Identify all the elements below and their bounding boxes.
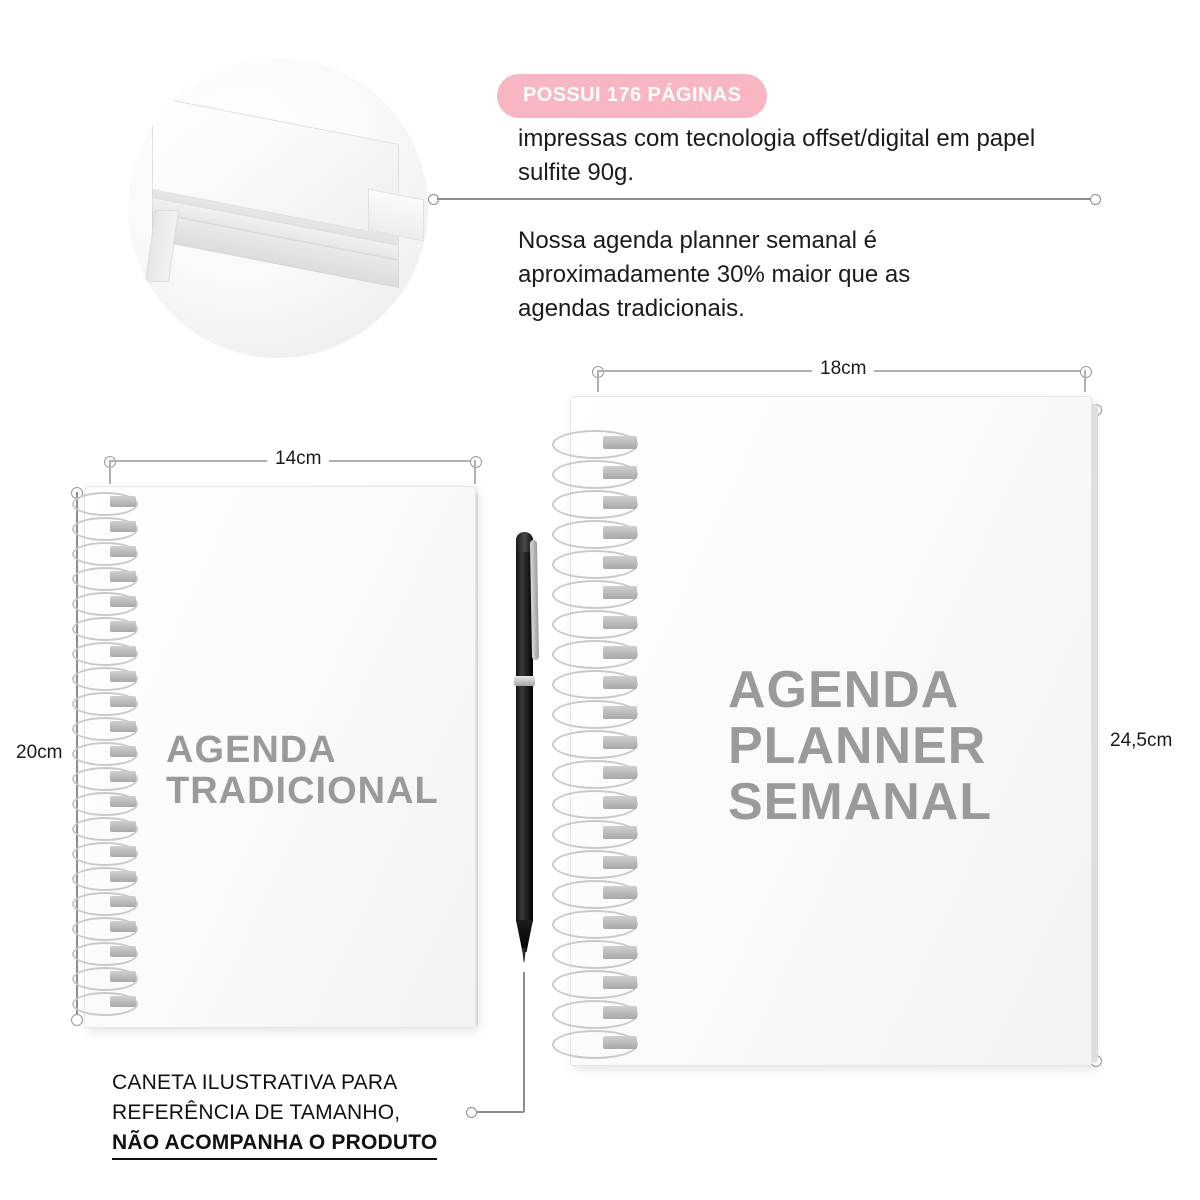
pen-tip (522, 948, 526, 962)
spiral-binding-clip (603, 916, 637, 929)
spiral-binding-clip (603, 796, 637, 809)
traditional-width-tick-right (474, 460, 476, 484)
traditional-height-label: 20cm (16, 742, 63, 763)
planner-height-label: 24,5cm (1110, 730, 1173, 751)
traditional-title-line-1: AGENDA (166, 729, 337, 771)
paper-side (145, 210, 179, 282)
planner-width-tick-left (597, 370, 599, 392)
callout-end-dot (1090, 194, 1101, 205)
spiral-binding-clip (603, 706, 637, 719)
pen-clip (530, 540, 539, 660)
spiral-binding-clip (603, 976, 637, 989)
spiral-binding-clip (110, 646, 136, 656)
planner-width-right-endpoint (1080, 366, 1092, 378)
spiral-binding-clip (603, 586, 637, 599)
spiral-binding-clip (603, 676, 637, 689)
pen-tip-cone (516, 920, 533, 952)
spiral-binding-clip (603, 886, 637, 899)
paper-stack-photo (128, 58, 428, 358)
spiral-binding-clip (603, 556, 637, 569)
spiral-binding-clip (110, 496, 136, 506)
status-badge: POSSUI 176 PÁGINAS (497, 74, 767, 118)
spiral-binding-clip (603, 826, 637, 839)
planner-notebook-title (728, 662, 992, 830)
spiral-binding-clip (603, 466, 637, 479)
spiral-binding-clip (110, 946, 136, 956)
spiral-binding-clip (110, 771, 136, 781)
spiral-binding-clip (603, 496, 637, 509)
planner-width-label: 18cm (812, 358, 874, 380)
spiral-binding-clip (110, 846, 136, 856)
callout-paragraph-1: impressas com tecnologia offset/digital em papel sulfite 90g. (518, 125, 1036, 186)
spiral-binding-clip (603, 736, 637, 749)
spiral-binding-clip (603, 1036, 637, 1049)
spiral-binding-clip (110, 996, 136, 1006)
planner-title-line-1: AGENDA (728, 661, 960, 719)
spiral-binding-clip (110, 596, 136, 606)
spiral-binding-clip (603, 616, 637, 629)
spiral-binding-clip (110, 671, 136, 681)
spiral-binding-clip (110, 621, 136, 631)
pen-disclaimer-line-2: REFERÊNCIA DE TAMANHO, (112, 1101, 401, 1124)
pen-illustration (505, 528, 543, 958)
planner-width-tick-right (1084, 370, 1086, 392)
traditional-notebook-title (166, 730, 439, 812)
callout-paragraph-2: Nossa agenda planner semanal é aproximadamente 30% maior que as agendas tradicionais. (518, 227, 911, 322)
spiral-binding-clip (603, 436, 637, 449)
spiral-binding-clip (110, 821, 136, 831)
spiral-binding-clip (603, 856, 637, 869)
spiral-binding-clip (110, 746, 136, 756)
planner-title-line-3: SEMANAL (728, 773, 993, 832)
callout-line (437, 198, 1097, 200)
pen-disclaimer-line-3: NÃO ACOMPANHA O PRODUTO (112, 1128, 437, 1160)
paper-stack-icon (136, 120, 422, 320)
spiral-binding-clip (110, 696, 136, 706)
spiral-binding-clip (110, 896, 136, 906)
spiral-binding-clip (110, 571, 136, 581)
traditional-height-bottom-endpoint (71, 1014, 83, 1026)
pen-ring (514, 676, 535, 686)
spiral-binding-clip (110, 521, 136, 531)
traditional-width-tick-left (109, 460, 111, 484)
traditional-title-line-2: TRADICIONAL (166, 770, 439, 813)
spiral-binding-clip (603, 526, 637, 539)
traditional-width-label: 14cm (267, 448, 329, 470)
pen-disclaimer (112, 1068, 532, 1160)
spiral-binding-clip (110, 721, 136, 731)
spiral-binding-clip (110, 971, 136, 981)
spiral-binding-clip (603, 766, 637, 779)
spiral-binding-clip (110, 871, 136, 881)
spiral-binding-clip (603, 946, 637, 959)
traditional-width-right-endpoint (470, 456, 482, 468)
spiral-binding-clip (110, 921, 136, 931)
pen-disclaimer-line-1: CANETA ILUSTRATIVA PARA (112, 1071, 398, 1094)
spiral-binding-clip (603, 646, 637, 659)
spiral-binding-clip (603, 1006, 637, 1019)
spiral-binding-clip (110, 546, 136, 556)
callout-start-dot (428, 194, 439, 205)
planner-title-line-2: PLANNER (728, 717, 987, 776)
spiral-binding-clip (110, 796, 136, 806)
